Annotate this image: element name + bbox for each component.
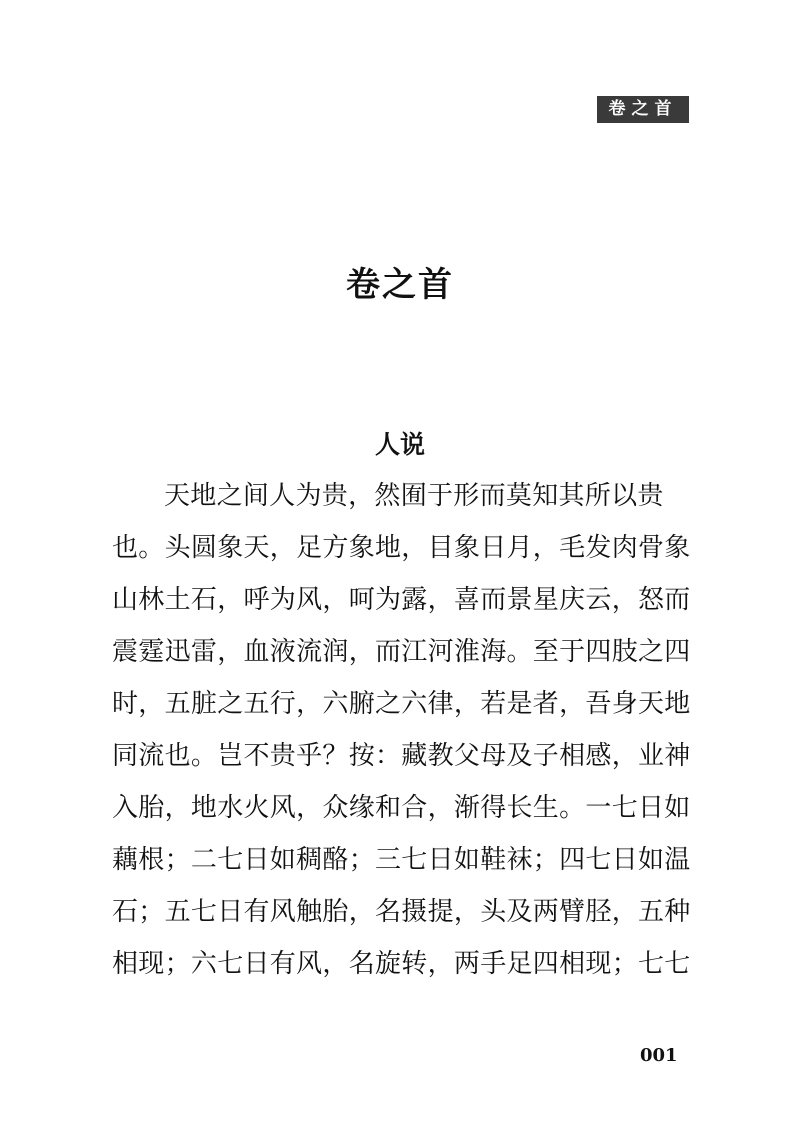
chapter-title: 卷之首	[346, 265, 454, 305]
body-line: 也。头圆象天，足方象地，目象日月，毛发肉骨象	[112, 533, 691, 563]
body-line: 时，五脏之五行，六腑之六律，若是者，吾身天地	[112, 689, 691, 719]
body-line: 震霆迅雷，血液流润，而江河淮海。至于四肢之四	[112, 637, 691, 667]
running-header: 卷之首	[597, 96, 689, 123]
section-title: 人说	[374, 430, 425, 459]
body-line: 相现；六七日有风，名旋转，两手足四相现；七七	[112, 949, 691, 979]
body-line: 同流也。岂不贵乎？按：藏教父母及子相感，业神	[112, 741, 691, 771]
body-line: 天地之间人为贵，然囿于形而莫知其所以贵	[164, 481, 664, 511]
body-text	[112, 470, 692, 990]
page-number: 001	[640, 1045, 678, 1066]
body-line: 藕根；二七日如稠酪；三七日如鞋袜；四七日如温	[112, 845, 691, 875]
body-line: 入胎，地水火风，众缘和合，渐得长生。一七日如	[112, 793, 691, 823]
body-line: 山林土石，呼为风，呵为露，喜而景星庆云，怒而	[112, 585, 691, 615]
body-line: 石；五七日有风触胎，名摄提，头及两臂胫，五种	[112, 897, 691, 927]
